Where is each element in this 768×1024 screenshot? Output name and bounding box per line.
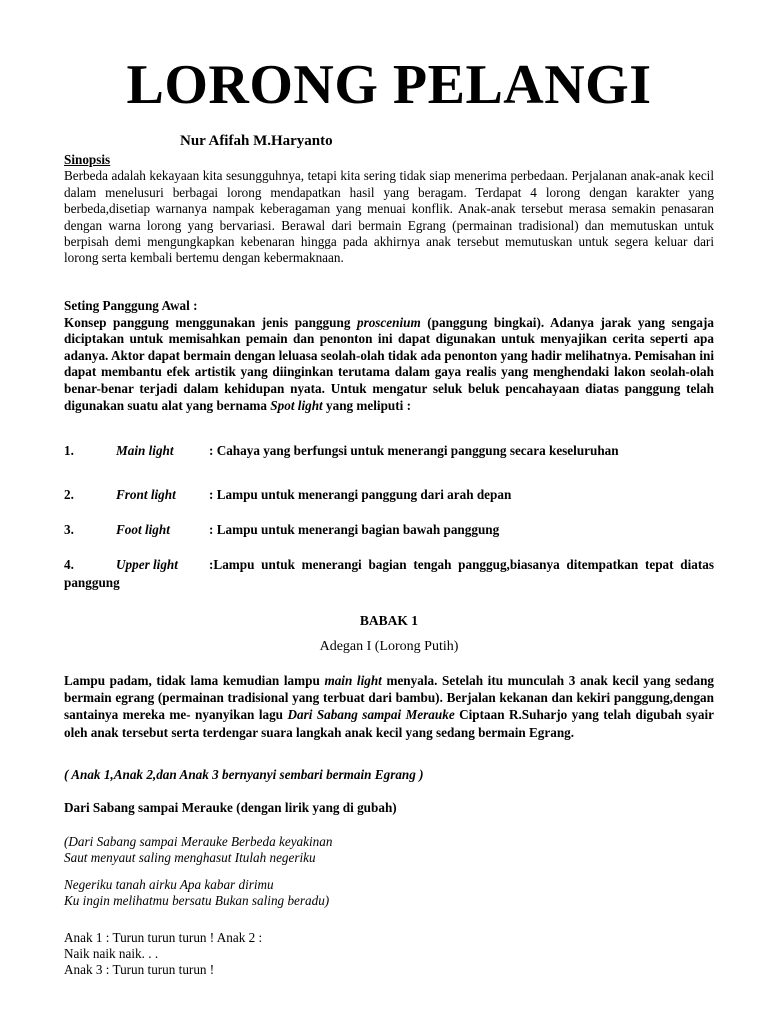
setting-run: (panggung bingkai). Adanya jarak yang sengaja diciptakan untuk memisahkan pemain dan penonton ini dapat digunakan untuk menyajikan cerita seperti apa adanya. Aktor dapat bermain dengan leluasa seolah-olah tidak ada penonton yang hadir melihatnya. Pemisahan ini dapat membantu efek artistik yang diinginkan terutama dalam gaya realis yang menghendaki lakon seolah-olah benar-benar terjadi dalam kehidupan nyata. Untuk mengatur seluk beluk pencahayaan diatas panggung telah digunakan suatu alat yang bernama [64, 314, 714, 413]
scene-intro-run: Dari Sabang sampai Merauke [287, 707, 455, 723]
light-number: 4. [64, 557, 74, 572]
light-description: : Cahaya yang berfungsi untuk menerangi panggung secara keseluruhan [209, 443, 619, 458]
light-number: 3. [64, 522, 74, 537]
setting-run: yang meliputi : [322, 397, 411, 413]
act-heading: BABAK 1 [359, 613, 419, 628]
scene-intro [64, 672, 714, 741]
light-term: Front light [116, 487, 176, 502]
light-number: 2. [64, 487, 74, 502]
light-item-foot [64, 521, 714, 539]
synopsis-heading: Sinopsis [64, 152, 111, 167]
setting-body [64, 315, 714, 415]
scene-intro-run: Lampu padam, tidak lama kemudian lampu [64, 673, 325, 688]
dialogue [64, 930, 714, 979]
lyrics-stanza-2 [64, 877, 714, 909]
lyric-line: Negeriku tanah airku Apa kabar dirimu [64, 877, 274, 892]
light-item-main [64, 442, 714, 460]
scene-heading: Adegan I (Lorong Putih) [319, 639, 459, 654]
synopsis-section [64, 152, 714, 267]
setting-heading: Seting Panggung Awal : [64, 298, 198, 313]
light-description: : Lampu untuk menerangi bagian bawah panggung [209, 522, 500, 537]
setting-run: Konsep panggung menggunakan jenis panggung [64, 314, 357, 330]
light-item-front [64, 486, 714, 504]
light-number: 1. [64, 443, 74, 458]
document-title: LORONG PELANGI [126, 54, 652, 116]
scene-intro-run: menyala. Setelah itu munculah 3 anak kecil yang sedang bermain egrang (permainan tradisional yang terbuat dari bambu). Berjalan kekanan dan kekiri panggung,dengan santainya mereka me- nyanyikan lagu [64, 673, 714, 723]
stage-direction: ( Anak 1,Anak 2,dan Anak 3 bernyanyi sembari bermain Egrang ) [64, 767, 424, 782]
dialogue-line: Naik naik naik. . . [64, 946, 159, 962]
dialogue-line: Anak 1 : Turun turun turun ! Anak 2 : [64, 930, 263, 945]
light-description: :Lampu untuk menerangi bagian tengah panggug,biasanya ditempatkan tepat diatas panggung [64, 557, 714, 590]
scene-intro-run: Ciptaan R.Suharjo yang telah digubah syair oleh anak tersebut serta terdengar suara langkah anak kecil yang sedang bermain Egrang. [64, 707, 714, 740]
light-term: Foot light [116, 522, 170, 537]
setting-run: proscenium [356, 314, 421, 330]
lyric-line: Saut menyaut saling menghasut Itulah negeriku [64, 850, 316, 866]
setting-run: Spot light [270, 397, 323, 413]
light-description: : Lampu untuk menerangi panggung dari arah depan [209, 487, 512, 502]
scene-intro-run: main light [324, 673, 382, 688]
lyric-line: Ku ingin melihatmu bersatu Bukan saling beradu) [64, 893, 330, 909]
light-term: Upper light [116, 557, 178, 572]
dialogue-line: Anak 3 : Turun turun turun ! [64, 962, 215, 978]
lyric-line: (Dari Sabang sampai Merauke Berbeda keyakinan [64, 834, 333, 849]
lyrics-stanza-1 [64, 834, 714, 866]
light-term: Main light [116, 443, 174, 458]
song-title: Dari Sabang sampai Merauke (dengan lirik yang di gubah) [64, 800, 397, 815]
author-name: Nur Afifah M.Haryanto [180, 133, 333, 149]
light-item-upper [64, 556, 714, 591]
setting-section [64, 298, 714, 414]
synopsis-body: Berbeda adalah kekayaan kita sesungguhnya, tetapi kita sering tidak siap menerima perbedaan. Perjalanan anak-anak kecil dalam menelusuri berbagai lorong mendapatkan hasil yang beragam. Terdapat 4 lorong dengan karakter yang berbeda,disetiap warnanya nampak keberagaman yang menuai konflik. Anak-anak tersebut merasa semakin penasaran dengan warna lorong yang bervariasi. Berawal dari bermain Egrang (permainan tradisional) dan memutuskan untuk berpisah demi mengungkapkan kebenaran hingga pada akhirnya anak tersebut memutuskan untuk segera keluar dari lorong serta kembali bertemu dengan kebermaknaan. [64, 168, 714, 266]
